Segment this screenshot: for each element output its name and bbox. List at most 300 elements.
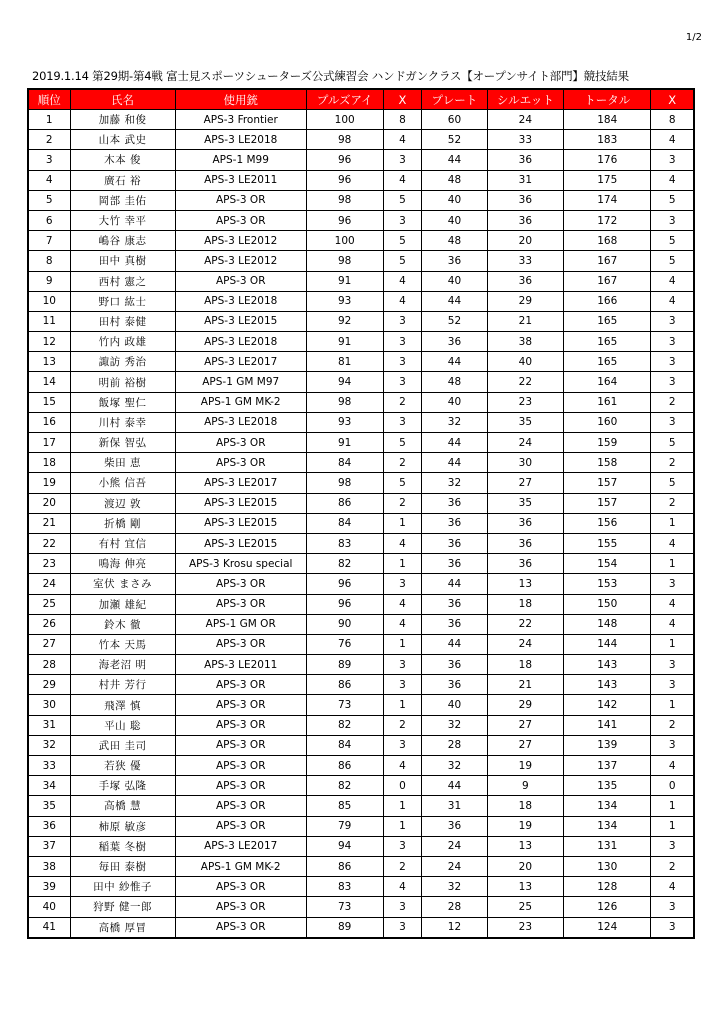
rank-cell: 20 — [28, 493, 70, 513]
bullseye-cell: 83 — [306, 533, 383, 553]
total-x-cell: 4 — [651, 756, 694, 776]
plate-cell: 44 — [422, 776, 487, 796]
header-bullseye: プルズアイ — [306, 89, 383, 110]
plate-cell: 44 — [422, 574, 487, 594]
bullseye-cell: 84 — [306, 735, 383, 755]
name-cell: 嶋谷 康志 — [70, 231, 175, 251]
rank-cell: 22 — [28, 533, 70, 553]
gun-cell: APS-1 GM MK-2 — [175, 856, 306, 876]
x-cell: 2 — [383, 715, 422, 735]
total-x-cell: 1 — [651, 634, 694, 654]
rank-cell: 19 — [28, 473, 70, 493]
total-cell: 156 — [564, 513, 651, 533]
gun-cell: APS-3 OR — [175, 776, 306, 796]
table-row — [28, 190, 694, 210]
x-cell: 1 — [383, 554, 422, 574]
silhouette-cell: 36 — [487, 513, 564, 533]
total-cell: 134 — [564, 796, 651, 816]
results-table — [27, 88, 695, 939]
gun-cell: APS-3 OR — [175, 210, 306, 230]
bullseye-cell: 98 — [306, 130, 383, 150]
plate-cell: 12 — [422, 917, 487, 938]
x-cell: 2 — [383, 493, 422, 513]
table-row — [28, 453, 694, 473]
plate-cell: 44 — [422, 150, 487, 170]
name-cell: 田村 泰健 — [70, 311, 175, 331]
plate-cell: 32 — [422, 756, 487, 776]
total-cell: 144 — [564, 634, 651, 654]
table-row — [28, 352, 694, 372]
table-row — [28, 412, 694, 432]
x-cell: 1 — [383, 816, 422, 836]
rank-cell: 4 — [28, 170, 70, 190]
bullseye-cell: 96 — [306, 574, 383, 594]
rank-cell: 21 — [28, 513, 70, 533]
silhouette-cell: 24 — [487, 634, 564, 654]
table-row — [28, 513, 694, 533]
total-x-cell: 4 — [651, 533, 694, 553]
silhouette-cell: 29 — [487, 695, 564, 715]
gun-cell: APS-3 OR — [175, 190, 306, 210]
bullseye-cell: 91 — [306, 332, 383, 352]
name-cell: 小熊 信吾 — [70, 473, 175, 493]
name-cell: 高橋 厚冒 — [70, 917, 175, 938]
rank-cell: 8 — [28, 251, 70, 271]
table-row — [28, 614, 694, 634]
name-cell: 柿原 敏彦 — [70, 816, 175, 836]
gun-cell: APS-3 LE2015 — [175, 513, 306, 533]
silhouette-cell: 33 — [487, 130, 564, 150]
x-cell: 3 — [383, 836, 422, 856]
silhouette-cell: 36 — [487, 210, 564, 230]
total-x-cell: 3 — [651, 210, 694, 230]
plate-cell: 36 — [422, 533, 487, 553]
rank-cell: 29 — [28, 675, 70, 695]
silhouette-cell: 31 — [487, 170, 564, 190]
x-cell: 3 — [383, 897, 422, 917]
silhouette-cell: 36 — [487, 271, 564, 291]
table-row — [28, 695, 694, 715]
total-cell: 148 — [564, 614, 651, 634]
gun-cell: APS-3 LE2017 — [175, 352, 306, 372]
x-cell: 3 — [383, 352, 422, 372]
rank-cell: 7 — [28, 231, 70, 251]
total-x-cell: 2 — [651, 392, 694, 412]
table-row — [28, 493, 694, 513]
table-row — [28, 675, 694, 695]
total-x-cell: 3 — [651, 574, 694, 594]
table-row — [28, 251, 694, 271]
table-row — [28, 372, 694, 392]
total-cell: 168 — [564, 231, 651, 251]
x-cell: 2 — [383, 856, 422, 876]
gun-cell: APS-3 LE2012 — [175, 231, 306, 251]
rank-cell: 40 — [28, 897, 70, 917]
silhouette-cell: 36 — [487, 150, 564, 170]
plate-cell: 40 — [422, 190, 487, 210]
total-cell: 184 — [564, 110, 651, 130]
total-cell: 165 — [564, 332, 651, 352]
name-cell: 武田 圭司 — [70, 735, 175, 755]
bullseye-cell: 84 — [306, 513, 383, 533]
x-cell: 3 — [383, 574, 422, 594]
document-title: 2019.1.14 第29期-第4戦 富士見スポーツシューターズ公式練習会 ハンドガンクラス【オープンサイト部門】競技結果 — [32, 69, 629, 83]
name-cell: 野口 紘士 — [70, 291, 175, 311]
total-x-cell: 1 — [651, 554, 694, 574]
total-cell: 126 — [564, 897, 651, 917]
name-cell: 折橋 剛 — [70, 513, 175, 533]
silhouette-cell: 18 — [487, 594, 564, 614]
silhouette-cell: 20 — [487, 856, 564, 876]
table-row — [28, 332, 694, 352]
total-cell: 124 — [564, 917, 651, 938]
bullseye-cell: 76 — [306, 634, 383, 654]
name-cell: 室伏 まさみ — [70, 574, 175, 594]
name-cell: 山本 武史 — [70, 130, 175, 150]
x-cell: 4 — [383, 170, 422, 190]
gun-cell: APS-3 OR — [175, 796, 306, 816]
table-row — [28, 655, 694, 675]
table-row — [28, 836, 694, 856]
gun-cell: APS-3 LE2015 — [175, 493, 306, 513]
x-cell: 1 — [383, 796, 422, 816]
bullseye-cell: 81 — [306, 352, 383, 372]
total-x-cell: 3 — [651, 332, 694, 352]
plate-cell: 36 — [422, 655, 487, 675]
rank-cell: 18 — [28, 453, 70, 473]
bullseye-cell: 94 — [306, 836, 383, 856]
silhouette-cell: 22 — [487, 372, 564, 392]
rank-cell: 17 — [28, 433, 70, 453]
total-cell: 137 — [564, 756, 651, 776]
silhouette-cell: 36 — [487, 190, 564, 210]
table-row — [28, 756, 694, 776]
plate-cell: 36 — [422, 614, 487, 634]
plate-cell: 44 — [422, 433, 487, 453]
gun-cell: APS-3 LE2017 — [175, 473, 306, 493]
x-cell: 3 — [383, 675, 422, 695]
total-x-cell: 3 — [651, 150, 694, 170]
bullseye-cell: 82 — [306, 554, 383, 574]
silhouette-cell: 23 — [487, 392, 564, 412]
rank-cell: 26 — [28, 614, 70, 634]
plate-cell: 24 — [422, 856, 487, 876]
bullseye-cell: 98 — [306, 251, 383, 271]
bullseye-cell: 90 — [306, 614, 383, 634]
silhouette-cell: 9 — [487, 776, 564, 796]
rank-cell: 6 — [28, 210, 70, 230]
table-row — [28, 130, 694, 150]
header-row — [28, 89, 694, 110]
bullseye-cell: 83 — [306, 877, 383, 897]
gun-cell: APS-3 LE2018 — [175, 291, 306, 311]
x-cell: 4 — [383, 291, 422, 311]
rank-cell: 24 — [28, 574, 70, 594]
name-cell: 狩野 健一郎 — [70, 897, 175, 917]
plate-cell: 44 — [422, 352, 487, 372]
table-row — [28, 574, 694, 594]
name-cell: 大竹 幸平 — [70, 210, 175, 230]
gun-cell: APS-3 OR — [175, 735, 306, 755]
total-cell: 176 — [564, 150, 651, 170]
name-cell: 岡部 圭佑 — [70, 190, 175, 210]
gun-cell: APS-3 OR — [175, 634, 306, 654]
bullseye-cell: 86 — [306, 493, 383, 513]
name-cell: 明前 裕樹 — [70, 372, 175, 392]
total-x-cell: 4 — [651, 170, 694, 190]
silhouette-cell: 22 — [487, 614, 564, 634]
plate-cell: 44 — [422, 453, 487, 473]
rank-cell: 41 — [28, 917, 70, 938]
plate-cell: 32 — [422, 412, 487, 432]
table-row — [28, 170, 694, 190]
bullseye-cell: 96 — [306, 170, 383, 190]
silhouette-cell: 38 — [487, 332, 564, 352]
total-x-cell: 5 — [651, 231, 694, 251]
table-row — [28, 110, 694, 130]
name-cell: 若狭 優 — [70, 756, 175, 776]
bullseye-cell: 73 — [306, 695, 383, 715]
table-row — [28, 816, 694, 836]
total-cell: 139 — [564, 735, 651, 755]
gun-cell: APS-3 LE2011 — [175, 170, 306, 190]
x-cell: 8 — [383, 110, 422, 130]
name-cell: 平山 聡 — [70, 715, 175, 735]
x-cell: 3 — [383, 735, 422, 755]
rank-cell: 36 — [28, 816, 70, 836]
rank-cell: 39 — [28, 877, 70, 897]
bullseye-cell: 98 — [306, 473, 383, 493]
total-cell: 174 — [564, 190, 651, 210]
header-rank: 順位 — [28, 89, 70, 110]
gun-cell: APS-3 LE2017 — [175, 836, 306, 856]
rank-cell: 9 — [28, 271, 70, 291]
total-x-cell: 1 — [651, 796, 694, 816]
x-cell: 2 — [383, 392, 422, 412]
silhouette-cell: 35 — [487, 412, 564, 432]
table-row — [28, 594, 694, 614]
total-cell: 175 — [564, 170, 651, 190]
gun-cell: APS-1 GM OR — [175, 614, 306, 634]
name-cell: 木本 俊 — [70, 150, 175, 170]
total-cell: 166 — [564, 291, 651, 311]
bullseye-cell: 96 — [306, 210, 383, 230]
rank-cell: 37 — [28, 836, 70, 856]
total-x-cell: 4 — [651, 877, 694, 897]
total-cell: 165 — [564, 352, 651, 372]
bullseye-cell: 93 — [306, 291, 383, 311]
total-x-cell: 5 — [651, 190, 694, 210]
total-x-cell: 3 — [651, 372, 694, 392]
header-name: 氏名 — [70, 89, 175, 110]
total-cell: 159 — [564, 433, 651, 453]
bullseye-cell: 82 — [306, 776, 383, 796]
silhouette-cell: 27 — [487, 735, 564, 755]
x-cell: 1 — [383, 695, 422, 715]
bullseye-cell: 82 — [306, 715, 383, 735]
gun-cell: APS-3 LE2015 — [175, 533, 306, 553]
plate-cell: 32 — [422, 877, 487, 897]
rank-cell: 10 — [28, 291, 70, 311]
total-x-cell: 2 — [651, 856, 694, 876]
x-cell: 3 — [383, 372, 422, 392]
gun-cell: APS-3 LE2015 — [175, 311, 306, 331]
gun-cell: APS-1 M99 — [175, 150, 306, 170]
silhouette-cell: 21 — [487, 675, 564, 695]
total-cell: 155 — [564, 533, 651, 553]
total-cell: 161 — [564, 392, 651, 412]
name-cell: 海老沼 明 — [70, 655, 175, 675]
total-x-cell: 3 — [651, 897, 694, 917]
gun-cell: APS-3 OR — [175, 675, 306, 695]
silhouette-cell: 40 — [487, 352, 564, 372]
bullseye-cell: 89 — [306, 655, 383, 675]
rank-cell: 23 — [28, 554, 70, 574]
total-cell: 143 — [564, 675, 651, 695]
name-cell: 高橋 慧 — [70, 796, 175, 816]
rank-cell: 3 — [28, 150, 70, 170]
gun-cell: APS-3 OR — [175, 877, 306, 897]
rank-cell: 35 — [28, 796, 70, 816]
gun-cell: APS-3 OR — [175, 756, 306, 776]
silhouette-cell: 20 — [487, 231, 564, 251]
silhouette-cell: 19 — [487, 816, 564, 836]
rank-cell: 30 — [28, 695, 70, 715]
plate-cell: 44 — [422, 291, 487, 311]
x-cell: 3 — [383, 210, 422, 230]
total-x-cell: 3 — [651, 675, 694, 695]
plate-cell: 32 — [422, 473, 487, 493]
rank-cell: 27 — [28, 634, 70, 654]
rank-cell: 12 — [28, 332, 70, 352]
page-number: 1/2 — [685, 32, 702, 43]
total-cell: 128 — [564, 877, 651, 897]
table-row — [28, 311, 694, 331]
total-cell: 157 — [564, 493, 651, 513]
gun-cell: APS-3 OR — [175, 897, 306, 917]
total-x-cell: 4 — [651, 130, 694, 150]
gun-cell: APS-3 OR — [175, 917, 306, 938]
x-cell: 4 — [383, 594, 422, 614]
x-cell: 4 — [383, 271, 422, 291]
rank-cell: 33 — [28, 756, 70, 776]
bullseye-cell: 73 — [306, 897, 383, 917]
bullseye-cell: 98 — [306, 392, 383, 412]
plate-cell: 36 — [422, 493, 487, 513]
table-row — [28, 735, 694, 755]
name-cell: 新保 智弘 — [70, 433, 175, 453]
bullseye-cell: 96 — [306, 150, 383, 170]
x-cell: 5 — [383, 473, 422, 493]
bullseye-cell: 89 — [306, 917, 383, 938]
x-cell: 3 — [383, 332, 422, 352]
name-cell: 村井 芳行 — [70, 675, 175, 695]
total-cell: 141 — [564, 715, 651, 735]
table-row — [28, 856, 694, 876]
header-plate: プレート — [422, 89, 487, 110]
gun-cell: APS-3 Krosu special — [175, 554, 306, 574]
table-row — [28, 271, 694, 291]
total-cell: 158 — [564, 453, 651, 473]
x-cell: 3 — [383, 917, 422, 938]
total-x-cell: 3 — [651, 836, 694, 856]
rank-cell: 28 — [28, 655, 70, 675]
name-cell: 西村 憲之 — [70, 271, 175, 291]
total-x-cell: 5 — [651, 473, 694, 493]
gun-cell: APS-3 LE2018 — [175, 130, 306, 150]
plate-cell: 36 — [422, 554, 487, 574]
x-cell: 3 — [383, 412, 422, 432]
gun-cell: APS-3 LE2018 — [175, 412, 306, 432]
bullseye-cell: 79 — [306, 816, 383, 836]
bullseye-cell: 86 — [306, 675, 383, 695]
rank-cell: 38 — [28, 856, 70, 876]
total-x-cell: 4 — [651, 271, 694, 291]
table-row — [28, 210, 694, 230]
total-cell: 183 — [564, 130, 651, 150]
plate-cell: 40 — [422, 210, 487, 230]
gun-cell: APS-3 OR — [175, 695, 306, 715]
rank-cell: 16 — [28, 412, 70, 432]
total-x-cell: 3 — [651, 655, 694, 675]
gun-cell: APS-1 GM M97 — [175, 372, 306, 392]
total-cell: 143 — [564, 655, 651, 675]
total-cell: 135 — [564, 776, 651, 796]
x-cell: 5 — [383, 231, 422, 251]
plate-cell: 32 — [422, 715, 487, 735]
plate-cell: 36 — [422, 675, 487, 695]
total-x-cell: 1 — [651, 816, 694, 836]
table-row — [28, 917, 694, 938]
total-cell: 165 — [564, 311, 651, 331]
name-cell: 飛澤 慎 — [70, 695, 175, 715]
total-x-cell: 8 — [651, 110, 694, 130]
silhouette-cell: 33 — [487, 251, 564, 271]
gun-cell: APS-3 LE2018 — [175, 332, 306, 352]
silhouette-cell: 23 — [487, 917, 564, 938]
total-x-cell: 3 — [651, 917, 694, 938]
table-row — [28, 796, 694, 816]
silhouette-cell: 27 — [487, 473, 564, 493]
name-cell: 竹本 天馬 — [70, 634, 175, 654]
plate-cell: 31 — [422, 796, 487, 816]
table-row — [28, 433, 694, 453]
total-x-cell: 3 — [651, 352, 694, 372]
total-cell: 157 — [564, 473, 651, 493]
name-cell: 渡辺 敦 — [70, 493, 175, 513]
x-cell: 4 — [383, 614, 422, 634]
silhouette-cell: 25 — [487, 897, 564, 917]
table-row — [28, 231, 694, 251]
plate-cell: 24 — [422, 836, 487, 856]
total-x-cell: 4 — [651, 594, 694, 614]
table-row — [28, 533, 694, 553]
total-x-cell: 5 — [651, 251, 694, 271]
silhouette-cell: 21 — [487, 311, 564, 331]
bullseye-cell: 96 — [306, 594, 383, 614]
gun-cell: APS-3 OR — [175, 816, 306, 836]
total-cell: 160 — [564, 412, 651, 432]
plate-cell: 40 — [422, 271, 487, 291]
bullseye-cell: 98 — [306, 190, 383, 210]
name-cell: 諏訪 秀治 — [70, 352, 175, 372]
x-cell: 1 — [383, 513, 422, 533]
plate-cell: 36 — [422, 816, 487, 836]
gun-cell: APS-1 GM MK-2 — [175, 392, 306, 412]
total-x-cell: 2 — [651, 715, 694, 735]
plate-cell: 60 — [422, 110, 487, 130]
gun-cell: APS-3 LE2012 — [175, 251, 306, 271]
